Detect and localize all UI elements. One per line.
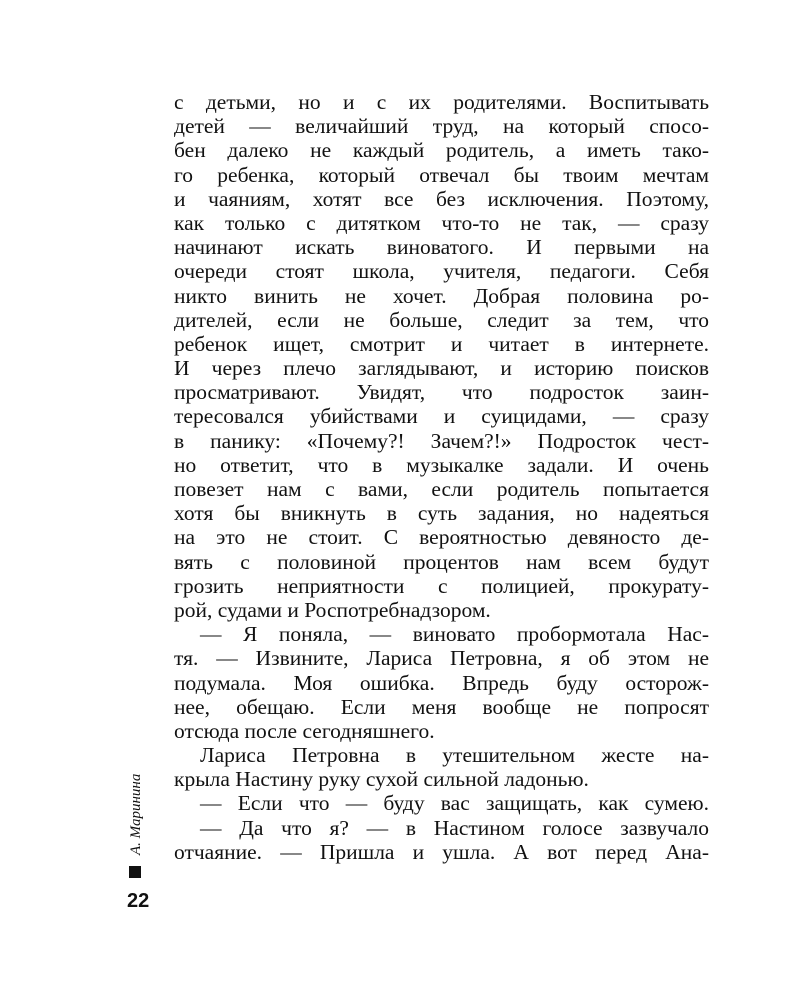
text-line: рой, судами и Роспотребнадзором. [174,597,491,622]
text-line: крыла Настину руку сухой сильной ладонью. [174,767,589,792]
text-line: как только с дитятком что-то не так, — сразу [174,210,709,235]
text-line: отсюда после сегодняшнего. [174,718,435,743]
body-text [174,90,709,864]
text-line: дителей, если не больше, следит за тем, что [174,307,709,332]
text-line: нее, обещаю. Если меня вообще не попросят [174,694,709,719]
text-line: детей — величайший труд, на который спосо- [174,114,709,139]
text-line: Лариса Петровна в утешительном жесте на- [200,743,709,768]
text-line: тя. — Извините, Лариса Петровна, я об этом не [174,646,709,671]
text-line: очереди стоят школа, учителя, педагоги. Себя [174,259,709,284]
text-line: повезет нам с вами, если родитель попытается [174,477,709,501]
text-line: начинают искать виноватого. И первыми на [174,235,709,260]
text-line: подумала. Моя ошибка. Впредь буду осторож- [174,670,709,695]
text-line: ребенок ищет, смотрит и читает в интернете. [174,331,709,356]
text-line: в панику: «Почему?! Зачем?!» Подросток чест- [174,428,709,453]
running-head [127,765,145,855]
text-line: го ребенка, который отвечал бы твоим мечтам [174,162,709,187]
text-line: хотя бы вникнуть в суть задания, но надеяться [174,501,709,526]
text-line: — Если что — буду вас защищать, как сумею. [200,791,709,816]
text-line: отчаяние. — Пришла и ушла. А вот перед Ана- [174,839,709,864]
text-line: но ответит, что в музыкалке задали. И очень [174,452,709,477]
text-line: — Я поняла, — виновато пробормотала Нас- [200,622,709,647]
text-line: бен далеко не каждый родитель, а иметь тако- [174,138,709,163]
text-line: вять с половиной процентов нам всем будут [174,549,709,574]
text-line: — Да что я? — в Настином голосе зазвучало [200,815,709,840]
text-line: никто винить не хочет. Добрая половина ро- [174,283,709,308]
square-marker-icon [129,866,141,878]
text-line: с детьми, но и с их родителями. Воспитывать [174,90,709,114]
text-line: И через плечо заглядывают, и историю поисков [174,356,709,381]
text-line: и чаяниям, хотят все без исключения. Поэтому, [174,186,709,211]
author-name: А. Маринина [128,773,144,855]
text-line: грозить неприятности с полицией, прокурату- [174,573,709,598]
text-line: тересовался убийствами и суицидами, — сразу [174,404,709,429]
text-line: просматривают. Увидят, что подросток заин- [174,380,709,405]
text-line: на это не стоит. С вероятностью девяносто де- [174,525,709,550]
page-number: 22 [127,890,150,912]
